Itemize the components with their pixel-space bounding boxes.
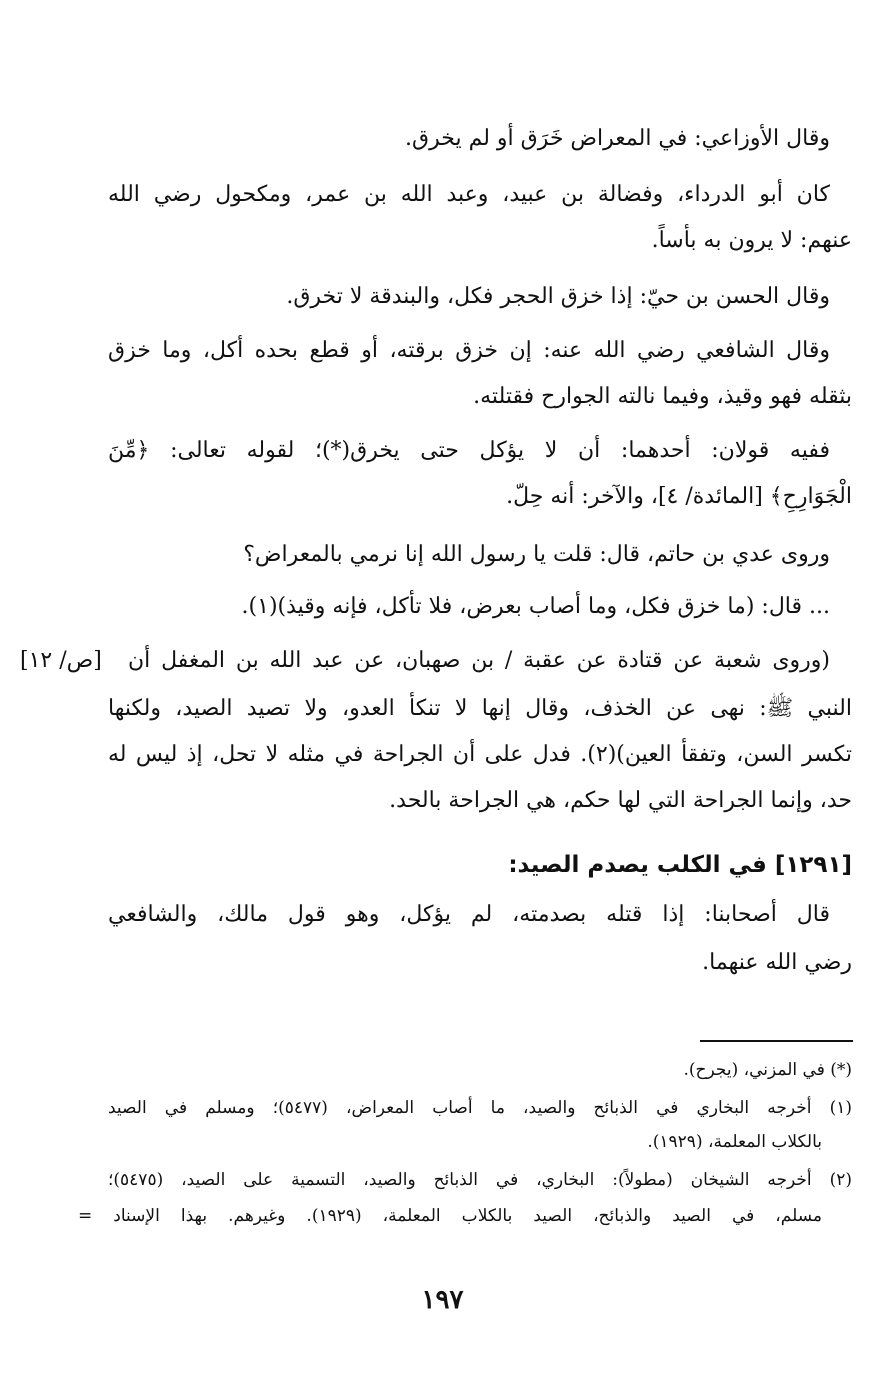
text-line: تكسر السن، وتفقأ العين)(٢). فدل على أن الجراحة في مثله لا تحل، إذ ليس له: [108, 742, 853, 767]
text-line: ففيه قولان: أحدهما: أن لا يؤكل حتى يخرق(*)؛ لقوله تعالى: ﴿مِّنَ: [108, 438, 830, 463]
text-line: وقال الأوزاعي: في المعراض خَرَق أو لم يخرق.: [405, 126, 830, 151]
text-line: (وروى شعبة عن قتادة عن عقبة / بن صهبان، عن عبد الله بن المغفل أن: [128, 648, 830, 673]
text-line: حد، وإنما الجراحة التي لها حكم، هي الجراحة بالحد.: [389, 788, 852, 813]
text-line: الْجَوَارِحِ﴾ [المائدة/ ٤]، والآخر: أنه حِلّ.: [506, 484, 852, 509]
text-line: بثقله فهو وقيذ، وفيما نالته الجوارح فقتلته.: [473, 384, 852, 409]
footnote: (٢) أخرجه الشيخان (مطولاً): البخاري، في الذبائح والصيد، التسمية على الصيد، (٥٤٧٥)؛: [108, 1170, 852, 1190]
text-line: رضي الله عنهما.: [702, 950, 852, 975]
text-line: كان أبو الدرداء، وفضالة بن عبيد، وعبد الله بن عمر، ومكحول رضي الله: [108, 182, 830, 207]
text-line: ... قال: (ما خزق فكل، وما أصاب بعرض، فلا تأكل، فإنه وقيذ)(١).: [241, 594, 830, 619]
section-heading: [١٢٩١] في الكلب يصدم الصيد:: [508, 852, 852, 878]
text-line: وقال الحسن بن حيّ: إذا خزق الحجر فكل، والبندقة لا تخرق.: [286, 284, 830, 309]
footnote: مسلم، في الصيد والذبائح، الصيد بالكلاب المعلمة، (١٩٢٩). وغيرهم. بهذا الإسناد =: [78, 1206, 823, 1226]
text-line: قال أصحابنا: إذا قتله بصدمته، لم يؤكل، وهو قول مالك، والشافعي: [108, 902, 830, 927]
footnote: بالكلاب المعلمة، (١٩٢٩).: [647, 1132, 822, 1152]
text-line: النبي ﷺ: نهى عن الخذف، وقال إنها لا تنكأ العدو، ولا تصيد الصيد، ولكنها: [108, 696, 852, 721]
text-line: عنهم: لا يرون به بأساً.: [651, 228, 852, 253]
margin-note: [ص/ ١٢]: [20, 648, 102, 673]
footnote: (١) أخرجه البخاري في الذبائح والصيد، ما أصاب المعراض، (٥٤٧٧)؛ ومسلم في الصيد: [108, 1098, 853, 1118]
text-line: وقال الشافعي رضي الله عنه: إن خزق برقته، أو قطع بحده أكل، وما خزق: [108, 338, 830, 363]
footnote: (*) في المزني، (يجرح).: [683, 1060, 852, 1080]
footnote-rule: [700, 1040, 853, 1042]
page-number: ١٩٧: [421, 1285, 464, 1315]
text-line: وروى عدي بن حاتم، قال: قلت يا رسول الله إنا نرمي بالمعراض؟: [243, 542, 830, 567]
